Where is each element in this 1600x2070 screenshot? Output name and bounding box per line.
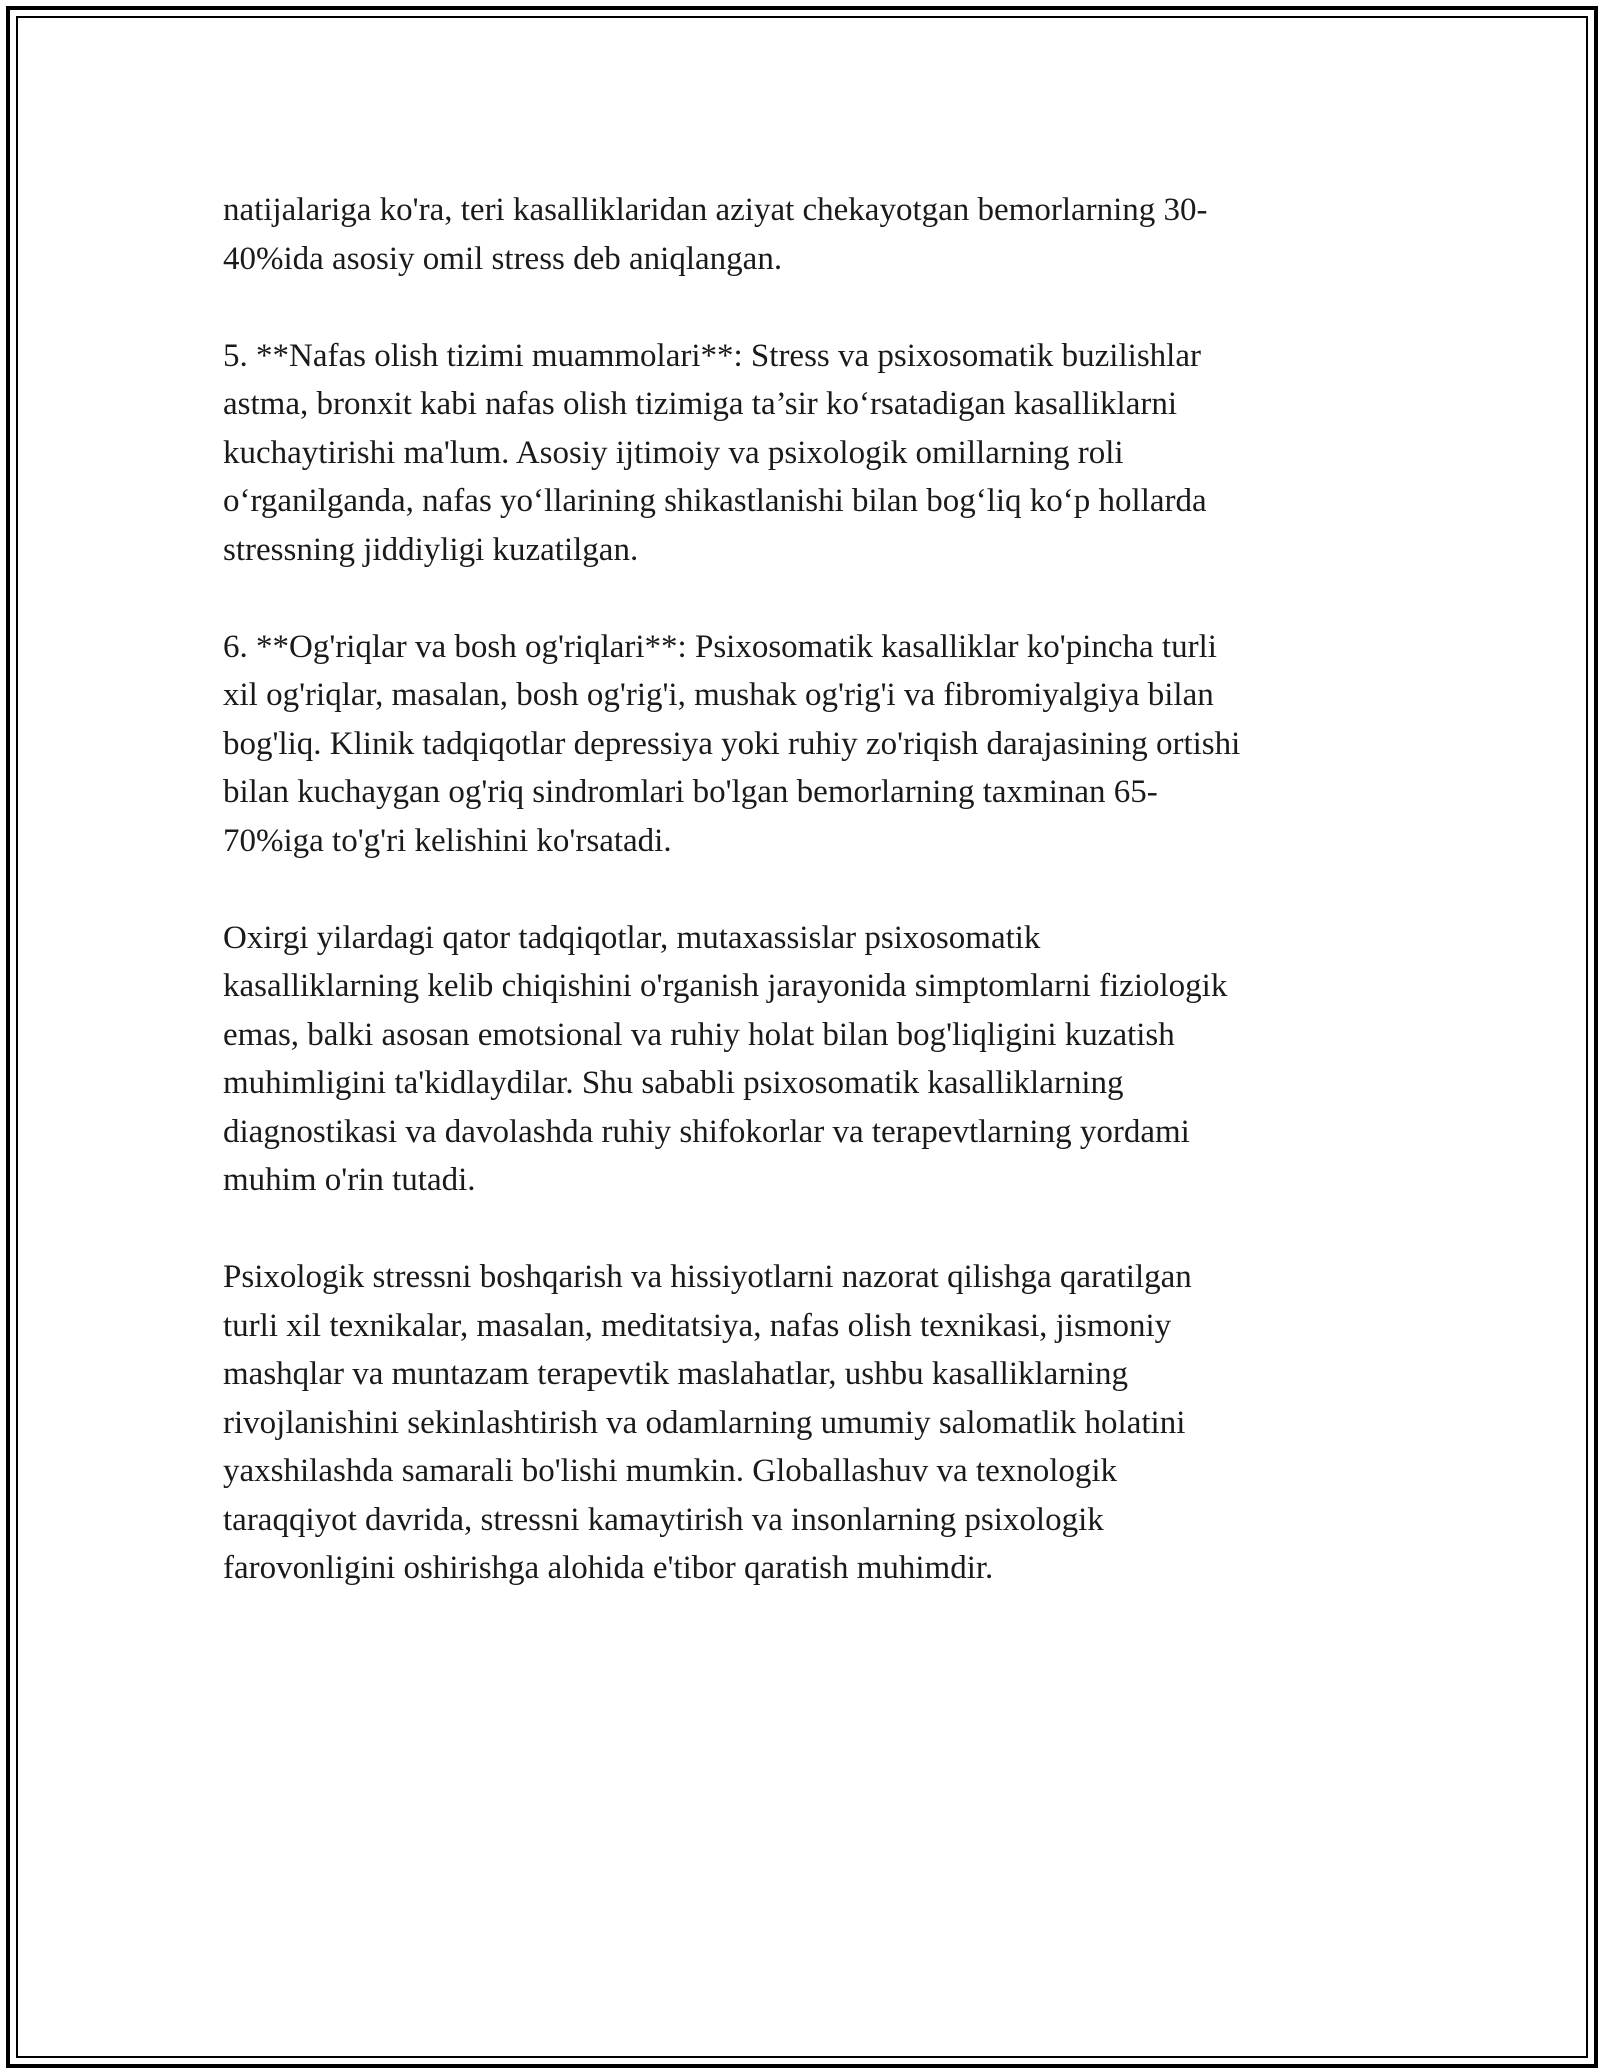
text-line: 70%iga to'g'ri kelishini ko'rsatadi. bbox=[223, 822, 672, 859]
text-line: farovonligini oshirishga alohida e'tibor qaratish muhimdir. bbox=[223, 1550, 994, 1586]
text-line: o‘rganilganda, nafas yo‘llarining shikastlanishi bilan bog‘liq ko‘p hollarda bbox=[223, 483, 1207, 519]
paragraph-management bbox=[223, 1253, 1383, 1593]
text-line: emas, balki asosan emotsional va ruhiy holat bilan bog'liqligini kuzatish bbox=[223, 1016, 1175, 1053]
text-line: kasalliklarning kelib chiqishini o'rganish jarayonida simptomlarni fiziologik bbox=[223, 968, 1228, 1004]
text-line: muhim o'rin tutadi. bbox=[223, 1162, 476, 1198]
text-line: turli xil texnikalar, masalan, meditatsiya, nafas olish texnikasi, jismoniy bbox=[223, 1307, 1172, 1344]
text-line: bilan kuchaygan og'riq sindromlari bo'lgan bemorlarning taxminan 65- bbox=[223, 774, 1158, 810]
document-body bbox=[223, 186, 1383, 1641]
text-line: Psixologik stressni boshqarish va hissiyotlarni nazorat qilishga qaratilgan bbox=[223, 1259, 1192, 1295]
text-line: taraqqiyot davrida, stressni kamaytirish va insonlarning psixologik bbox=[223, 1501, 1104, 1538]
paragraph-research bbox=[223, 914, 1383, 1205]
text-line: stressning jiddiyligi kuzatilgan. bbox=[223, 531, 639, 568]
text-line: 5. **Nafas olish tizimi muammolari**: Stress va psixosomatik buzilishlar bbox=[223, 337, 1201, 374]
text-line: yaxshilashda samarali bo'lishi mumkin. Globallashuv va texnologik bbox=[223, 1453, 1118, 1489]
text-line: muhimligini ta'kidlaydilar. Shu sababli psixosomatik kasalliklarning bbox=[223, 1065, 1124, 1101]
text-line: astma, bronxit kabi nafas olish tizimiga ta’sir ko‘rsatadigan kasalliklarni bbox=[223, 386, 1178, 422]
paragraph-stress-skin bbox=[223, 186, 1383, 283]
text-line: kuchaytirishi ma'lum. Asosiy ijtimoiy va psixologik omillarning roli bbox=[223, 434, 1124, 471]
text-line: 40%ida asosiy omil stress deb aniqlangan. bbox=[223, 240, 783, 277]
text-line: Oxirgi yilardagi qator tadqiqotlar, mutaxassislar psixosomatik bbox=[223, 919, 1041, 956]
text-line: natijalariga ko'ra, teri kasalliklaridan aziyat chekayotgan bemorlarning 30- bbox=[223, 192, 1208, 228]
text-line: bog'liq. Klinik tadqiqotlar depressiya yoki ruhiy zo'riqish darajasining ortishi bbox=[223, 725, 1241, 762]
text-line: rivojlanishini sekinlashtirish va odamlarning umumiy salomatlik holatini bbox=[223, 1404, 1186, 1441]
text-line: mashqlar va muntazam terapevtik maslahatlar, ushbu kasalliklarning bbox=[223, 1356, 1128, 1392]
text-line: 6. **Og'riqlar va bosh og'riqlari**: Psixosomatik kasalliklar ko'pincha turli bbox=[223, 628, 1217, 665]
paragraph-pain bbox=[223, 623, 1383, 866]
text-line: xil og'riqlar, masalan, bosh og'rig'i, mushak og'rig'i va fibromiyalgiya bilan bbox=[223, 677, 1214, 713]
paragraph-respiratory bbox=[223, 332, 1383, 575]
text-line: diagnostikasi va davolashda ruhiy shifokorlar va terapevtlarning yordami bbox=[223, 1113, 1190, 1150]
